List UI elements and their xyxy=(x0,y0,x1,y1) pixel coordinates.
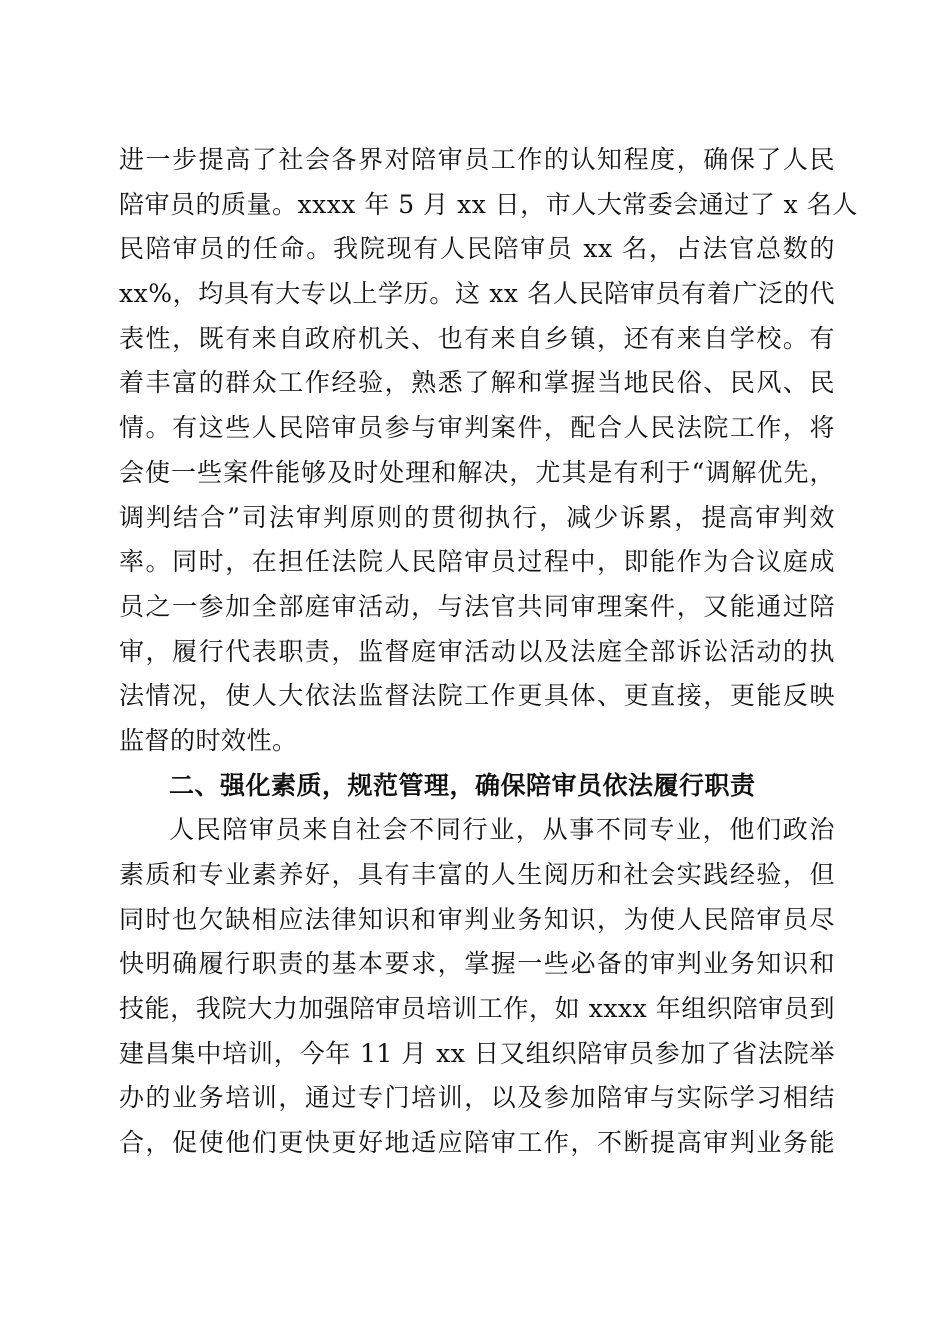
text-line: xx%，均具有大专以上学历。这 xx 名人民陪审员有着广泛的代 xyxy=(119,279,835,309)
text-line: 率。同时，在担任法院人民陪审员过程中，即能作为合议庭成 xyxy=(119,547,835,577)
text-line: 同时也欠缺相应法律知识和审判业务知识，为使人民陪审员尽 xyxy=(119,904,835,934)
text-line: 监督的时效性。 xyxy=(119,725,298,755)
text-line: 进一步提高了社会各界对陪审员工作的认知程度，确保了人民 xyxy=(119,145,835,174)
text-line: 调判结合”司法审判原则的贯彻执行，减少诉累，提高审判效 xyxy=(119,502,835,532)
text-line: 建昌集中培训，今年 11 月 xx 日又组织陪审员参加了省法院举 xyxy=(119,1038,835,1068)
text-line: 合，促使他们更快更好地适应陪审工作，不断提高审判业务能 xyxy=(119,1128,835,1158)
paragraph-2 xyxy=(119,808,835,1166)
text-line: 会使一些案件能够及时处理和解决，尤其是有利于“调解优先， xyxy=(119,457,835,487)
text-line: 办的业务培训，通过专门培训，以及参加陪审与实际学习相结 xyxy=(119,1083,835,1113)
text-line: 人民陪审员来自社会不同行业，从事不同专业，他们政治 xyxy=(169,815,835,845)
text-line: 着丰富的群众工作经验，熟悉了解和掌握当地民俗、民风、民 xyxy=(119,368,835,398)
text-line: 快明确履行职责的基本要求，掌握一些必备的审判业务知识和 xyxy=(119,949,835,979)
text-line: 素质和专业素养好，具有丰富的人生阅历和社会实践经验，但 xyxy=(119,860,835,889)
text-line: 审，履行代表职责，监督庭审活动以及法庭全部诉讼活动的执 xyxy=(119,636,835,666)
text-line: 陪审员的质量。xxxx 年 5 月 xx 日，市人大常委会通过了 x 名人 xyxy=(119,189,858,219)
text-line: 法情况，使人大依法监督法院工作更具体、更直接，更能反映 xyxy=(119,681,835,711)
text-line: 情。有这些人民陪审员参与审判案件，配合人民法院工作，将 xyxy=(119,413,835,443)
section-heading: 二、强化素质，规范管理，确保陪审员依法履行职责 xyxy=(169,770,756,800)
text-line: 表性，既有来自政府机关、也有来自乡镇，还有来自学校。有 xyxy=(119,323,835,353)
text-line: 民陪审员的任命。我院现有人民陪审员 xx 名，占法官总数的 xyxy=(119,234,835,264)
text-line: 技能，我院大力加强陪审员培训工作，如 xxxx 年组织陪审员到 xyxy=(119,994,835,1024)
document-body xyxy=(119,138,858,1166)
paragraph-1 xyxy=(119,138,858,764)
text-line: 员之一参加全部庭审活动，与法官共同审理案件，又能通过陪 xyxy=(119,591,835,621)
